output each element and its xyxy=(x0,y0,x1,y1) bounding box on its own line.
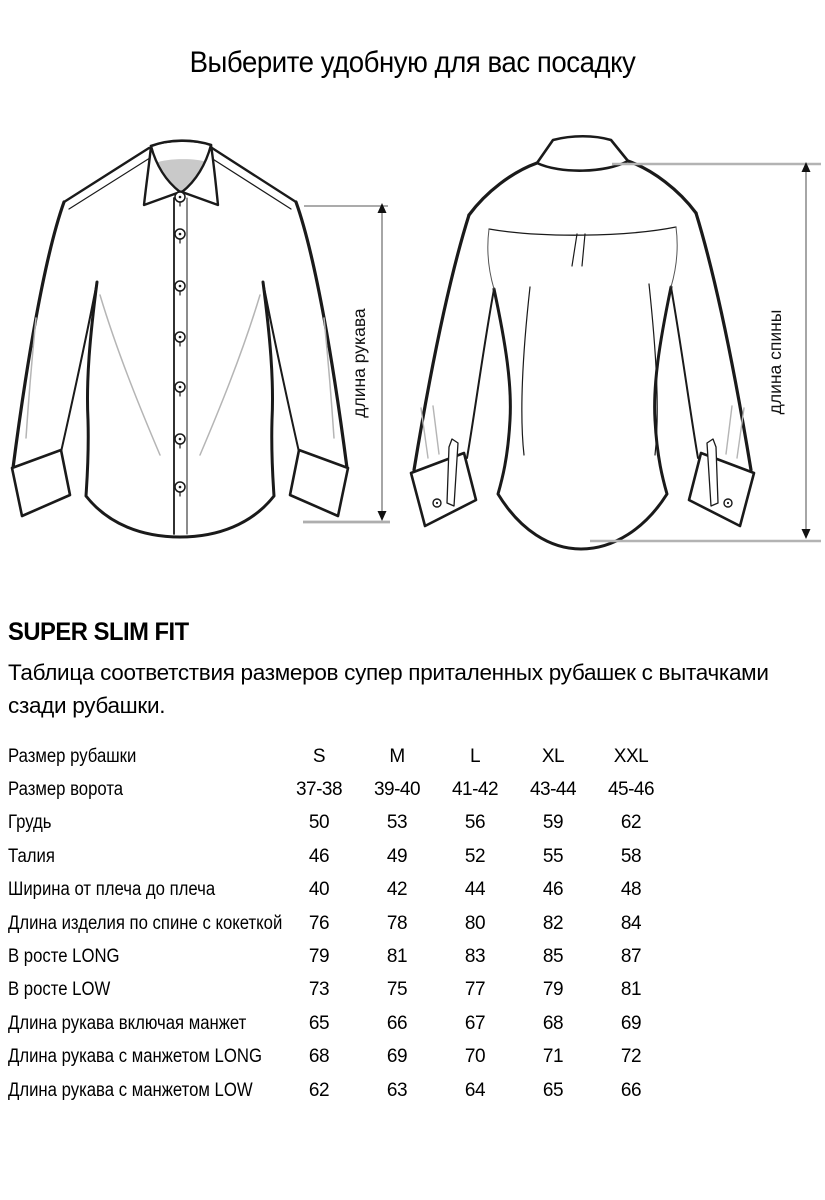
front-right-cuff xyxy=(290,450,348,516)
back-shirt-drawing xyxy=(411,136,754,549)
page-title: Выберите удобную для вас посадку xyxy=(189,46,636,79)
size-m: M xyxy=(389,745,405,767)
size-xxl: XXL xyxy=(613,745,649,767)
back-right-sleeve xyxy=(696,213,751,470)
fit-heading: SUPER SLIM FIT xyxy=(8,618,189,646)
back-right-cuff xyxy=(689,453,754,526)
table-row: Талия 46 49 52 55 58 xyxy=(8,845,642,867)
sleeve-length-label: длина рукава xyxy=(349,308,369,418)
header-label: Размер рубашки xyxy=(8,745,137,767)
table-row: Грудь 50 53 56 59 62 xyxy=(8,812,642,834)
back-length-label: длина спины xyxy=(765,309,785,415)
fit-description: Таблица соответствия размеров супер приталенных рубашек с вытачками сзади рубашки. xyxy=(8,660,769,718)
back-body xyxy=(494,287,671,549)
table-row: Ширина от плеча до плеча 40 42 44 46 48 xyxy=(8,879,642,901)
size-l: L xyxy=(469,745,481,767)
table-header-row xyxy=(8,740,670,773)
back-collar xyxy=(537,136,628,170)
back-left-cuff xyxy=(411,453,476,526)
table-row: В росте LOW 73 75 77 79 81 xyxy=(8,979,642,1001)
table-row: Длина изделия по спине с кокеткой 76 78 80 82 84 xyxy=(8,912,642,934)
front-body xyxy=(86,282,274,537)
size-s: S xyxy=(312,745,326,767)
table-row: Длина рукава включая манжет 65 66 67 68 69 xyxy=(8,1012,642,1034)
table-row: Длина рукава с манжетом LONG 68 69 70 71 72 xyxy=(8,1046,642,1068)
table-row: Размер ворота 37-38 39-40 41-42 43-44 45-46 xyxy=(8,779,655,801)
front-left-sleeve xyxy=(13,202,64,468)
table-row: В росте LONG 79 81 83 85 87 xyxy=(8,946,642,968)
table-row: Длина рукава с манжетом LOW 62 63 64 65 66 xyxy=(8,1079,642,1101)
front-right-sleeve xyxy=(296,202,347,468)
back-left-sleeve xyxy=(414,215,469,470)
size-table xyxy=(8,740,670,1107)
front-shirt-drawing xyxy=(12,141,348,537)
front-left-cuff xyxy=(12,450,70,516)
size-xl: XL xyxy=(541,745,565,767)
